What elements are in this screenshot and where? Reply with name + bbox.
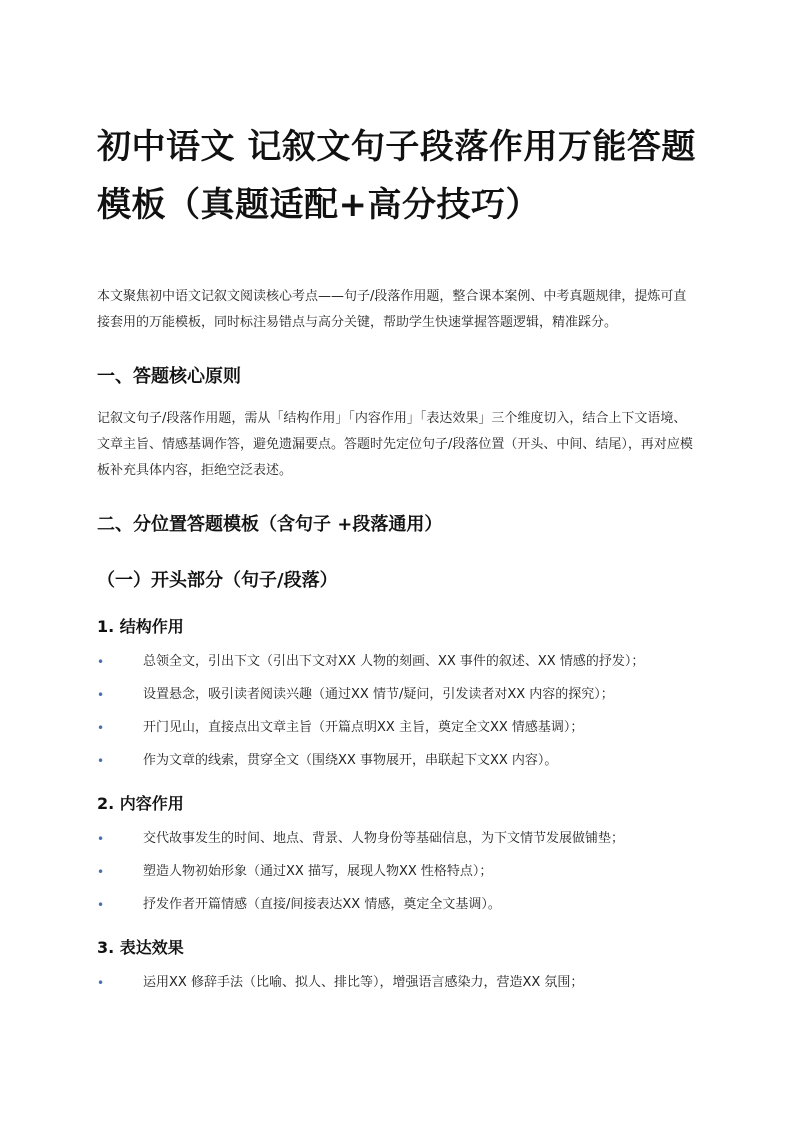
list-item [97, 650, 697, 674]
bullet-icon: • [97, 721, 105, 735]
document-title: 初中语文 记叙文句子段落作用万能答题模板（真题适配+高分技巧） [97, 127, 696, 225]
bullet-icon: • [97, 898, 105, 912]
list-item [97, 860, 697, 884]
list-item-text: 交代故事发生的时间、地点、背景、人物身份等基础信息，为下文情节发展做铺垫； [143, 831, 625, 846]
list-item [97, 716, 697, 740]
bullet-icon: • [97, 865, 105, 879]
group-heading-content: 2. 内容作用 [97, 794, 184, 813]
list-item-text: 设置悬念，吸引读者阅读兴趣（通过XX 情节/疑问，引发读者对XX 内容的探究）； [143, 687, 614, 702]
group-heading-expression: 3. 表达效果 [97, 938, 184, 957]
structure-list [97, 650, 697, 773]
list-item [97, 893, 697, 917]
list-item-text: 作为文章的线索，贯穿全文（围绕XX 事物展开，串联起下文XX 内容）。 [143, 753, 558, 768]
list-item-text: 总领全文，引出下文（引出下文对XX 人物的刻画、XX 事件的叙述、XX 情感的抒发）； [143, 654, 645, 669]
content-list [97, 827, 697, 917]
section-heading-templates: 二、分位置答题模板（含句子 +段落通用） [97, 514, 443, 535]
intro-paragraph: 本文聚焦初中语文记叙文阅读核心考点——句子/段落作用题，整合课本案例、中考真题规律，提炼可直接套用的万能模板，同时标注易错点与高分关键，帮助学生快速掌握答题逻辑，精准踩分。 [97, 289, 687, 330]
expression-list [97, 971, 697, 995]
bullet-icon: • [97, 754, 105, 768]
list-item-text: 塑造人物初始形象（通过XX 描写，展现人物XX 性格特点）； [143, 864, 493, 879]
list-item-text: 开门见山，直接点出文章主旨（开篇点明XX 主旨，奠定全文XX 情感基调）； [143, 720, 584, 735]
document-page [97, 0, 697, 1004]
list-item-text: 运用XX 修辞手法（比喻、拟人、排比等），增强语言感染力，营造XX 氛围； [143, 975, 584, 990]
list-item [97, 827, 697, 851]
list-item [97, 683, 697, 707]
bullet-icon: • [97, 655, 105, 669]
subsection-heading-opening: （一）开头部分（句子/段落） [97, 570, 338, 591]
list-item [97, 971, 697, 995]
list-item [97, 749, 697, 773]
bullet-icon: • [97, 688, 105, 702]
list-item-text: 抒发作者开篇情感（直接/间接表达XX 情感，奠定全文基调）。 [143, 897, 501, 912]
section-heading-principles: 一、答题核心原则 [97, 366, 241, 387]
bullet-icon: • [97, 832, 105, 846]
bullet-icon: • [97, 976, 105, 990]
group-heading-structure: 1. 结构作用 [97, 617, 184, 636]
principles-paragraph: 记叙文句子/段落作用题，需从「结构作用」「内容作用」「表达效果」三个维度切入，结合上下文语境、文章主旨、情感基调作答，避免遗漏要点。答题时先定位句子/段落位置（开头、中间、结尾），再对应模板补充具体内容，拒绝空泛表述。 [97, 411, 693, 478]
